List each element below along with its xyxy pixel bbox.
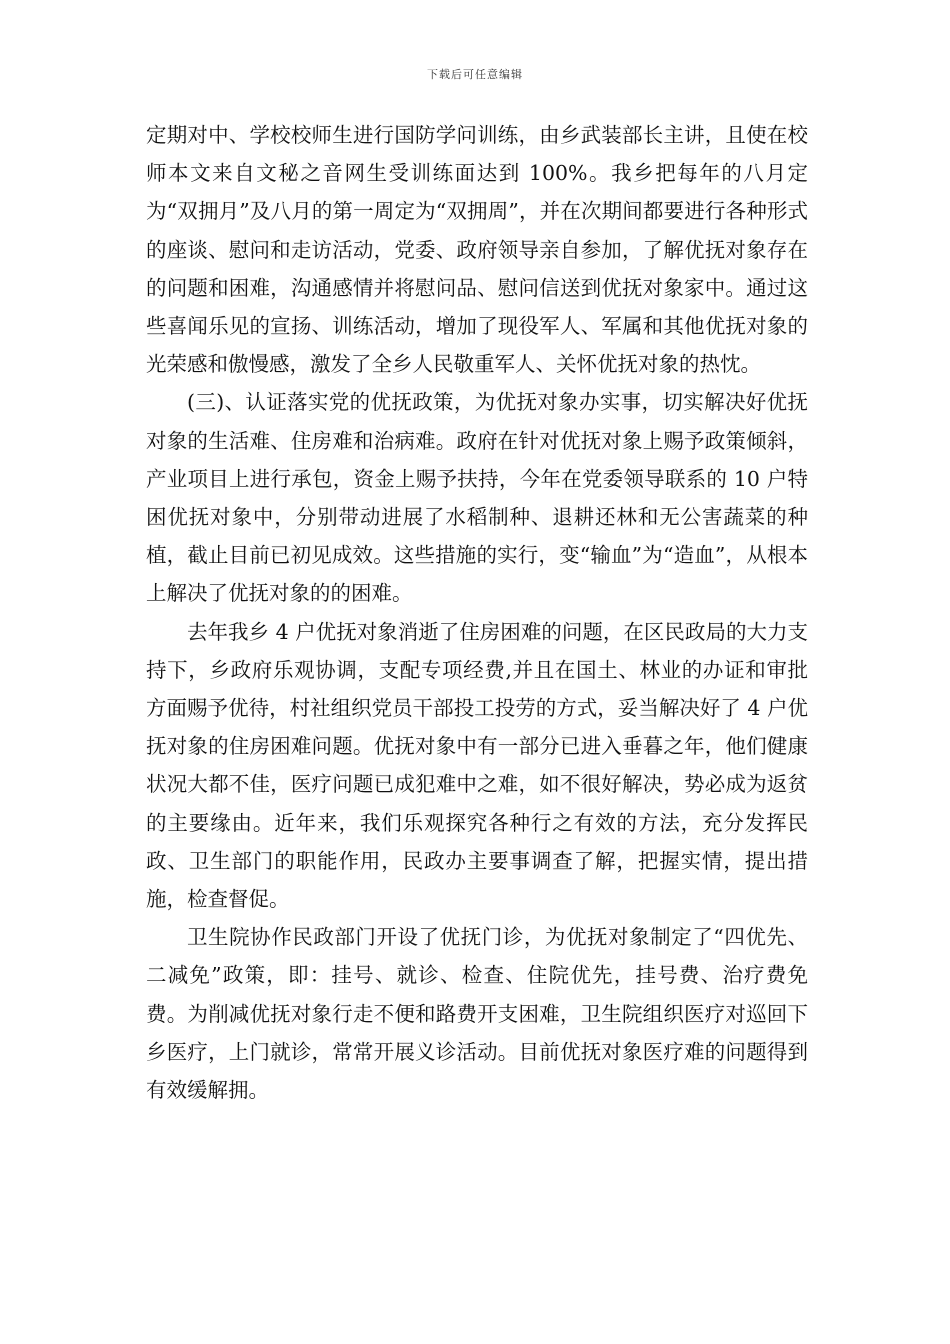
paragraph-1: 定期对中、学校校师生进行国防学问训练，由乡武装部长主讲，且使在校师本文来自文秘之音网生受训练面达到 100%。我乡把每年的八月定为“双拥月”及八月的第一周定为“双拥周”，并在次期间都要进行各种形式的座谈、慰问和走访活动，党委、政府领导亲自参加，了解优抚对象存在的问题和困难，沟通感情并将慰问品、慰问信送到优抚对象家中。通过这些喜闻乐见的宣扬、训练活动，增加了现役军人、军属和其他优抚对象的光荣感和傲慢感，激发了全乡人民敬重军人、关怀优抚对象的热忱。	[146, 123, 808, 377]
paragraph-2: (三)、认证落实党的优抚政策，为优抚对象办实事，切实解决好优抚对象的生活难、住房难和治病难。政府在针对优抚对象上赐予政策倾斜，产业项目上进行承包，资金上赐予扶持，今年在党委领导联系的 10 户特困优抚对象中，分别带动进展了水稻制种、退耕还林和无公害蔬菜的种植，截止目前已初见成效。这些措施的实行，变“输血”为“造血”，从根本上解决了优抚对象的的困难。	[146, 390, 808, 606]
paragraph-4: 卫生院协作民政部门开设了优抚门诊，为优抚对象制定了“四优先、二减免”政策，即：挂号、就诊、检查、住院优先，挂号费、治疗费免费。为削减优抚对象行走不便和路费开支困难，卫生院组织医疗对巡回下乡医疗，上门就诊，常常开展义诊活动。目前优抚对象医疗难的问题得到有效缓解拥。	[146, 925, 808, 1103]
paragraph-3: 去年我乡 4 户优抚对象消逝了住房困难的问题，在区民政局的大力支持下，乡政府乐观协调，支配专项经费,并且在国土、林业的办证和审批方面赐予优待，村社组织党员干部投工投劳的方式，妥当解决好了 4 户优抚对象的住房困难问题。优抚对象中有一部分已进入垂暮之年，他们健康状况大都不佳，医疗问题已成犯难中之难，如不很好解决，势必成为返贫的主要缘由。近年来，我们乐观探究各种行之有效的方法，充分发挥民政、卫生部门的职能作用，民政办主要事调查了解，把握实情，提出措施，检查督促。	[146, 619, 808, 912]
document-body	[146, 116, 808, 1109]
page-header: 下载后可任意编辑	[427, 68, 523, 81]
